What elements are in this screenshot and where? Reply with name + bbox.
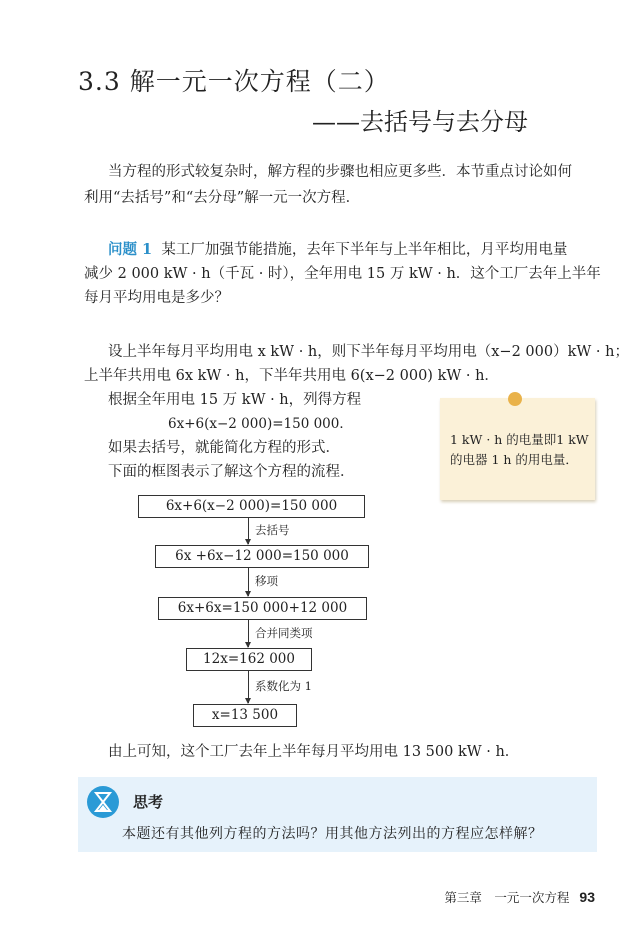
solution-line-6: 下面的框图表示了解这个方程的流程． [108,464,355,480]
problem-label: 问题 1 [108,241,153,258]
flow-step-3: 合并同类项 [255,626,313,640]
think-title: 思考 [133,793,164,811]
arrow-down-icon [248,620,249,647]
problem-text: 某工厂加强节能措施，去年下半年与上半年相比，月平均用电量 [161,242,568,258]
equation: 6x+6(x−2 000)=150 000． [168,416,353,432]
problem-line-3: 每月平均用电是多少？ [84,290,229,306]
problem-line-2: 减少 2 000 kW · h（千瓦 · 时），全年用电 15 万 kW · h．这个工厂去年上半年 [84,266,601,282]
solution-line-1: 设上半年每月平均用电 x kW · h，则下半年每月平均用电（x−2 000）kW · h； [108,344,629,360]
flow-step-2: 移项 [255,574,278,588]
flow-step-1: 去括号 [255,523,290,537]
arrow-down-icon [248,518,249,544]
flow-box-4: 12x=162 000 [186,648,312,671]
solution-line-3: 根据全年用电 15 万 kW · h，列得方程 [108,392,362,408]
flow-box-2: 6x +6x−12 000=150 000 [155,545,369,568]
chapter-label: 第三章 一元一次方程 [444,890,570,905]
arrow-down-icon [248,568,249,596]
arrow-down-icon [248,671,249,703]
flow-step-4: 系数化为 1 [255,679,312,693]
solution-line-5: 如果去括号，就能简化方程的形式． [108,440,340,456]
flow-box-1: 6x+6(x−2 000)=150 000 [138,495,365,518]
solution-line-2: 上半年共用电 6x kW · h，下半年共用电 6(x−2 000) kW · h． [84,368,499,384]
hourglass-icon [87,786,119,818]
think-text: 本题还有其他列方程的方法吗？用其他方法列出的方程应怎样解？ [122,826,543,842]
section-title: 3.3 解一元一次方程（二） [78,67,390,96]
page-number: 93 [579,889,595,905]
pin-icon [508,392,522,406]
flow-box-3: 6x+6x=150 000+12 000 [158,597,367,620]
section-subtitle: ——去括号与去分母 [312,108,528,136]
intro-line-2: 利用“去括号”和“去分母”解一元一次方程． [84,190,361,206]
intro-line-1: 当方程的形式较复杂时，解方程的步骤也相应更多些．本节重点讨论如何 [108,164,572,180]
problem-line-1 [108,238,567,262]
conclusion: 由上可知，这个工厂去年上半年每月平均用电 13 500 kW · h． [108,744,520,760]
flow-box-5: x=13 500 [193,704,297,727]
side-note [440,398,595,500]
side-note-text: 1 kW · h 的电量即1 kW的电器 1 h 的用电量． [450,432,589,467]
think-box [78,777,597,852]
page-footer [444,888,595,906]
